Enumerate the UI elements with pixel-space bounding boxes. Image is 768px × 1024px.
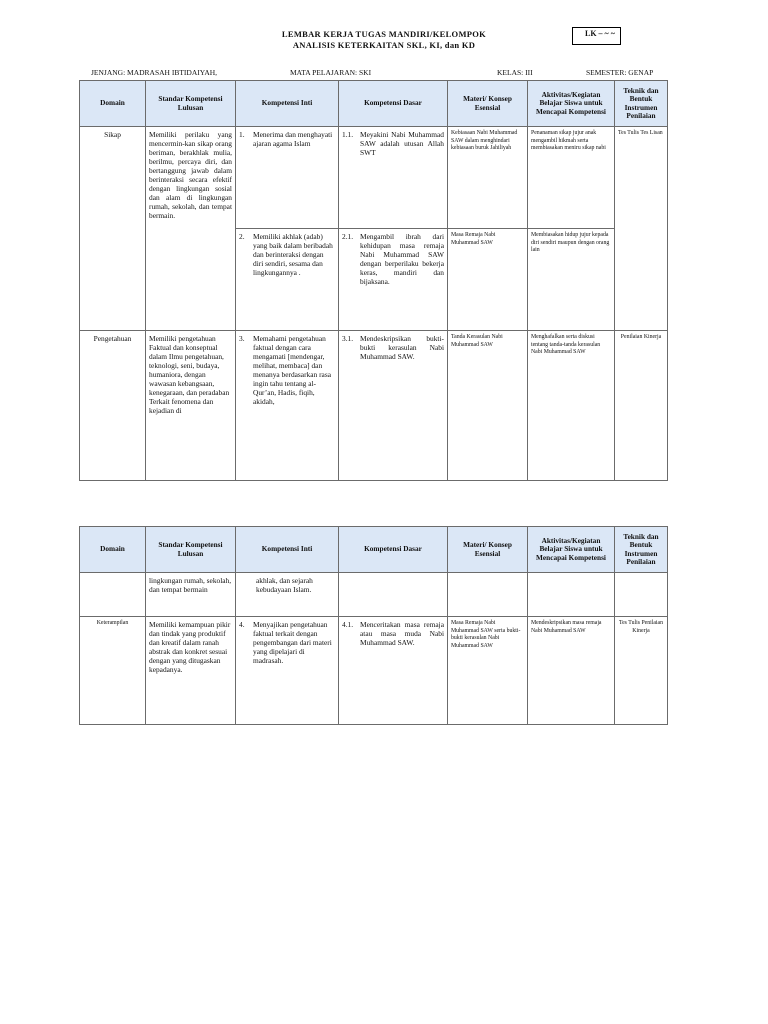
kd-3-1-cell bbox=[339, 331, 448, 481]
kd-4-1-cell bbox=[339, 617, 448, 725]
teknik-sikap: Tes Tulis Tes Lisan bbox=[615, 127, 668, 331]
col-header-domain: Domain bbox=[80, 81, 146, 127]
ki-4-cell bbox=[236, 617, 339, 725]
skl-keterampilan: Memiliki kemampuan pikir dan tindak yang produktif dan kreatif dalam ranah abstrak dan konkret sesuai dengan yang ditugaskan kepadanya. bbox=[146, 617, 236, 725]
kd-3-1-number: 3.1. bbox=[342, 334, 354, 343]
domain-keterampilan: Keterampilan bbox=[80, 617, 146, 725]
mapel-label: MATA PELAJARAN: SKI bbox=[290, 68, 372, 77]
skl-sikap: Memiliki perilaku yang mencermin-kan sikap orang beriman, berakhlak mulia, berilmu, percaya diri, dan bertanggung jawab dalam berinteraksi secara efektif dengan lingkungan sosial dan alam di lingkungan rumah, sekolah, dan tempat bermain. bbox=[146, 127, 236, 331]
ki-3-cell bbox=[236, 331, 339, 481]
worksheet-title: LEMBAR KERJA TUGAS MANDIRI/KELOMPOK bbox=[281, 29, 487, 39]
kd-cont bbox=[339, 573, 448, 617]
skl-cont: lingkungan rumah, sekolah, dan tempat bermain bbox=[146, 573, 236, 617]
domain-cont bbox=[80, 573, 146, 617]
col-header-materi: Materi/ Konsep Esensial bbox=[448, 527, 528, 573]
kd-3-1-text: Mendeskripsikan bukti-bukti kerasulan Nabi Muhammad SAW. bbox=[360, 334, 444, 361]
col-header-teknik: Teknik dan Bentuk Instrumen Penilaian bbox=[615, 81, 668, 127]
table-row bbox=[80, 331, 668, 481]
kd-2-1-cell bbox=[339, 229, 448, 331]
col-header-aktivitas: Aktivitas/Kegiatan Belajar Siswa untuk Mencapai Kompetensi bbox=[528, 81, 615, 127]
materi-4: Masa Remaja Nabi Muhammad SAW serta bukti-bukti kerasulan Nabi Muhammad SAW bbox=[448, 617, 528, 725]
col-header-aktivitas: Aktivitas/Kegiatan Belajar Siswa untuk Mencapai Kompetensi bbox=[528, 527, 615, 573]
kd-1-1-text: Meyakini Nabi Muhammad SAW adalah utusan Allah SWT bbox=[360, 130, 444, 157]
col-header-ki: Kompetensi Inti bbox=[236, 81, 339, 127]
table-row bbox=[80, 573, 668, 617]
aktivitas-4: Mendeskripsikan masa remaja Nabi Muhammad SAW bbox=[528, 617, 615, 725]
analysis-table-page-2 bbox=[79, 526, 668, 725]
materi-cont bbox=[448, 573, 528, 617]
col-header-kd: Kompetensi Dasar bbox=[339, 527, 448, 573]
col-header-materi: Materi/ Konsep Esensial bbox=[448, 81, 528, 127]
materi-2: Masa Remaja Nabi Muhammad SAW bbox=[448, 229, 528, 331]
ki-4-number: 4. bbox=[239, 620, 245, 629]
semester-label: SEMESTER: GENAP bbox=[586, 68, 654, 77]
kd-4-1-number: 4.1. bbox=[342, 620, 354, 629]
ki-1-number: 1. bbox=[239, 130, 245, 139]
kelas-label: KELAS: III bbox=[497, 68, 533, 77]
domain-sikap: Sikap bbox=[80, 127, 146, 331]
aktivitas-1: Penanaman sikap jujur anak mengambil hikmah serta membiasakan meniru sikap nabi bbox=[528, 127, 615, 229]
col-header-ki: Kompetensi Inti bbox=[236, 527, 339, 573]
domain-pengetahuan: Pengetahuan bbox=[80, 331, 146, 481]
kd-2-1-number: 2.1. bbox=[342, 232, 354, 241]
teknik-pengetahuan: Penilaian Kinerja bbox=[615, 331, 668, 481]
ki-2-text: Memiliki akhlak (adab) yang baik dalam beribadah dan berinteraksi dengan diri sendiri, sesama dan lingkungannya . bbox=[253, 232, 333, 277]
ki-1-cell bbox=[236, 127, 339, 229]
kd-2-1-text: Mengambil ibrah dari kehidupan masa remaja Nabi Muhammad SAW dengan berperilaku bekerja keras, mandiri dan bijaksana. bbox=[360, 232, 444, 286]
kd-1-1-cell bbox=[339, 127, 448, 229]
ki-3-number: 3. bbox=[239, 334, 245, 343]
ki-2-cell bbox=[236, 229, 339, 331]
skl-pengetahuan: Memiliki pengetahuan Faktual dan konseptual dalam Ilmu pengetahuan, teknologi, seni, budaya, humaniora, dengan wawasan kebangsaan, kenegaraan, dan peradaban Terkait fenomena dan kejadian di bbox=[146, 331, 236, 481]
table-row bbox=[80, 617, 668, 725]
lk-number-box: LK – ~ ~ bbox=[572, 27, 621, 45]
jenjang-label: JENJANG: MADRASAH IBTIDAIYAH, bbox=[91, 68, 218, 77]
kd-4-1-text: Menceritakan masa remaja atau masa muda Nabi Muhammad SAW. bbox=[360, 620, 444, 647]
ki-2-number: 2. bbox=[239, 232, 245, 241]
aktivitas-3: Menghafalkan serta diskusi tentang tanda-tanda kerasulan Nabi Muhammad SAW bbox=[528, 331, 615, 481]
aktivitas-2: Membiasakan hidup jujur kepada diri sendiri maupun dengan orang lain bbox=[528, 229, 615, 331]
table-row bbox=[80, 127, 668, 229]
col-header-domain: Domain bbox=[80, 527, 146, 573]
ki-1-text: Menerima dan menghayati ajaran agama Islam bbox=[253, 130, 333, 148]
materi-1: Kebiasaan Nabi Muhammad SAW dalam menghindari kebiasaan buruk Jahiliyah bbox=[448, 127, 528, 229]
col-header-skl: Standar Kompetensi Lulusan bbox=[146, 81, 236, 127]
col-header-kd: Kompetensi Dasar bbox=[339, 81, 448, 127]
col-header-teknik: Teknik dan Bentuk Instrumen Penilaian bbox=[615, 527, 668, 573]
materi-3: Tanda Kerasulan Nabi Muhammad SAW bbox=[448, 331, 528, 481]
teknik-keterampilan: Tes Tulis Penilaian Kinerja bbox=[615, 617, 668, 725]
ki-4-text: Menyajikan pengetahuan faktual terkait dengan pengembangan dari materi yang dipelajari di madrasah. bbox=[253, 620, 332, 665]
aktivitas-cont bbox=[528, 573, 615, 617]
kd-1-1-number: 1.1. bbox=[342, 130, 354, 139]
analysis-table-page-1 bbox=[79, 80, 668, 481]
col-header-skl: Standar Kompetensi Lulusan bbox=[146, 527, 236, 573]
ki-3-text: Memahami pengetahuan faktual dengan cara mengamati [mendengar, melihat, membaca] dan menanya berdasarkan rasa ingin tahu tentang al-Qur’an, Hadis, fiqih, akidah, bbox=[253, 334, 331, 406]
teknik-cont bbox=[615, 573, 668, 617]
worksheet-subtitle: ANALISIS KETERKAITAN SKL, KI, dan KD bbox=[292, 40, 476, 50]
ki-cont: akhlak, dan sejarah kebudayaan Islam. bbox=[236, 573, 339, 617]
